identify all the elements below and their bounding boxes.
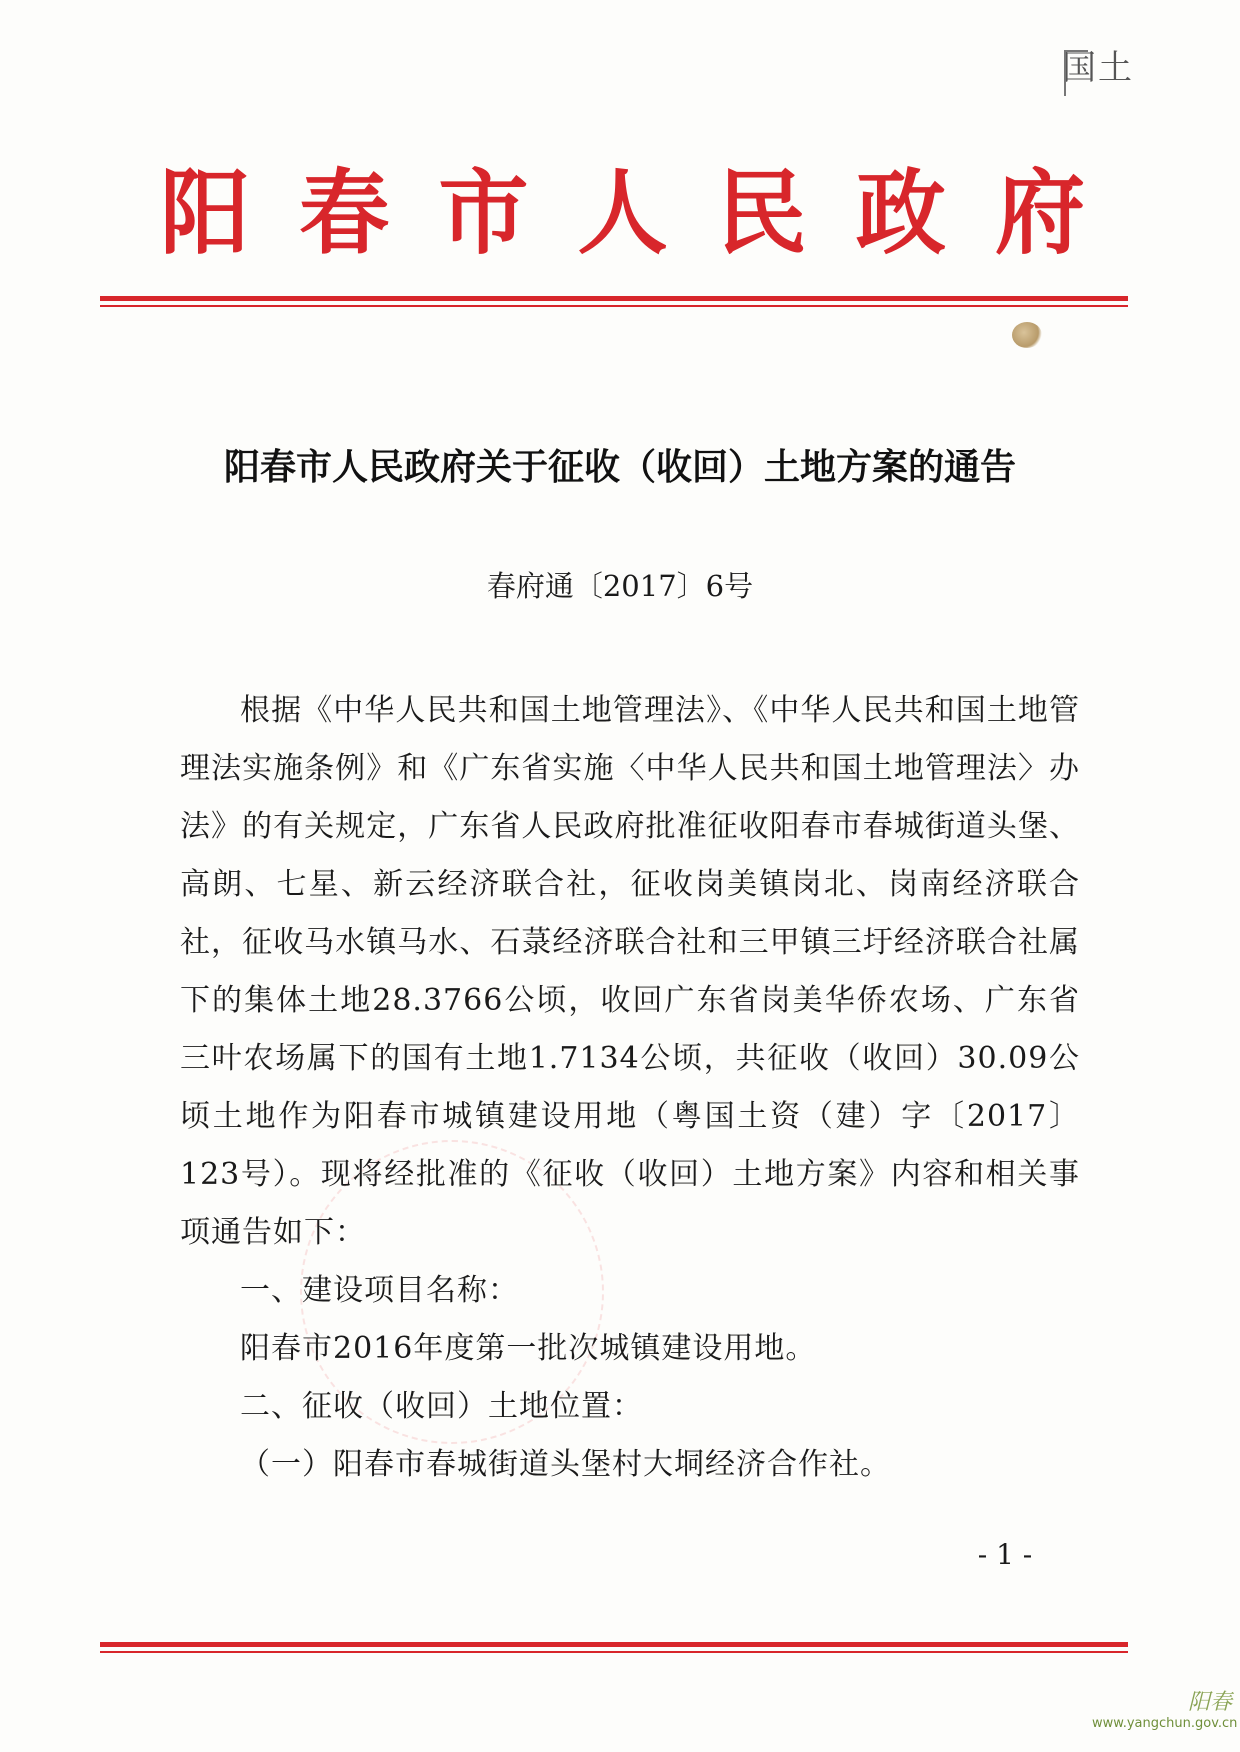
page-number: - 1 - xyxy=(977,1538,1033,1571)
site-watermark xyxy=(1092,1690,1238,1740)
footer-rule-thick xyxy=(100,1642,1128,1647)
body-section-heading-1: 一、建设项目名称： xyxy=(240,1273,519,1308)
annotation-bracket-icon xyxy=(1064,50,1088,96)
document-number: 春府通〔2017〕6号 xyxy=(486,569,754,603)
document-title: 阳春市人民政府关于征收（收回）土地方案的通告 xyxy=(223,446,1016,488)
issuer-heading: 阳春市人民政府 xyxy=(160,159,1135,267)
footer-rule-thin xyxy=(100,1651,1128,1653)
body-text xyxy=(180,682,1080,1494)
handwritten-annotation-text: 国土 xyxy=(1062,48,1134,88)
body-section-content-1: 阳春市2016年度第一批次城镇建设用地。 xyxy=(240,1331,817,1366)
handwritten-annotation xyxy=(1058,40,1138,96)
header-rule-thick xyxy=(100,296,1128,301)
watermark-url: www.yangchun.gov.cn xyxy=(1092,1716,1238,1731)
watermark-logo: 阳春 xyxy=(1187,1690,1232,1715)
ink-smudge-mark xyxy=(1012,322,1042,348)
body-section-heading-2: 二、征收（收回）土地位置： xyxy=(240,1389,643,1424)
body-section-item-1: （一）阳春市春城街道头堡村大垌经济合作社。 xyxy=(240,1447,891,1482)
header-rule-thin xyxy=(100,305,1128,307)
body-paragraph-intro: 根据《中华人民共和国土地管理法》、《中华人民共和国土地管理法实施条例》和《广东省实施〈中华人民共和国土地管理法〉办法》的有关规定，广东省人民政府批准征收阳春市春城街道头堡、高朗、七星、新云经济联合社，征收岗美镇岗北、岗南经济联合社，征收马水镇马水、石菉经济联合社和三甲镇三圩经济联合社属下的集体土地28.3766公顷，收回广东省岗美华侨农场、广东省三叶农场属下的国有土地1.7134公顷，共征收（收回）30.09公顷土地作为阳春市城镇建设用地（粤国土资（建）字〔2017〕123号）。现将经批准的《征收（收回）土地方案》内容和相关事项通告如下： xyxy=(180,693,1080,1250)
